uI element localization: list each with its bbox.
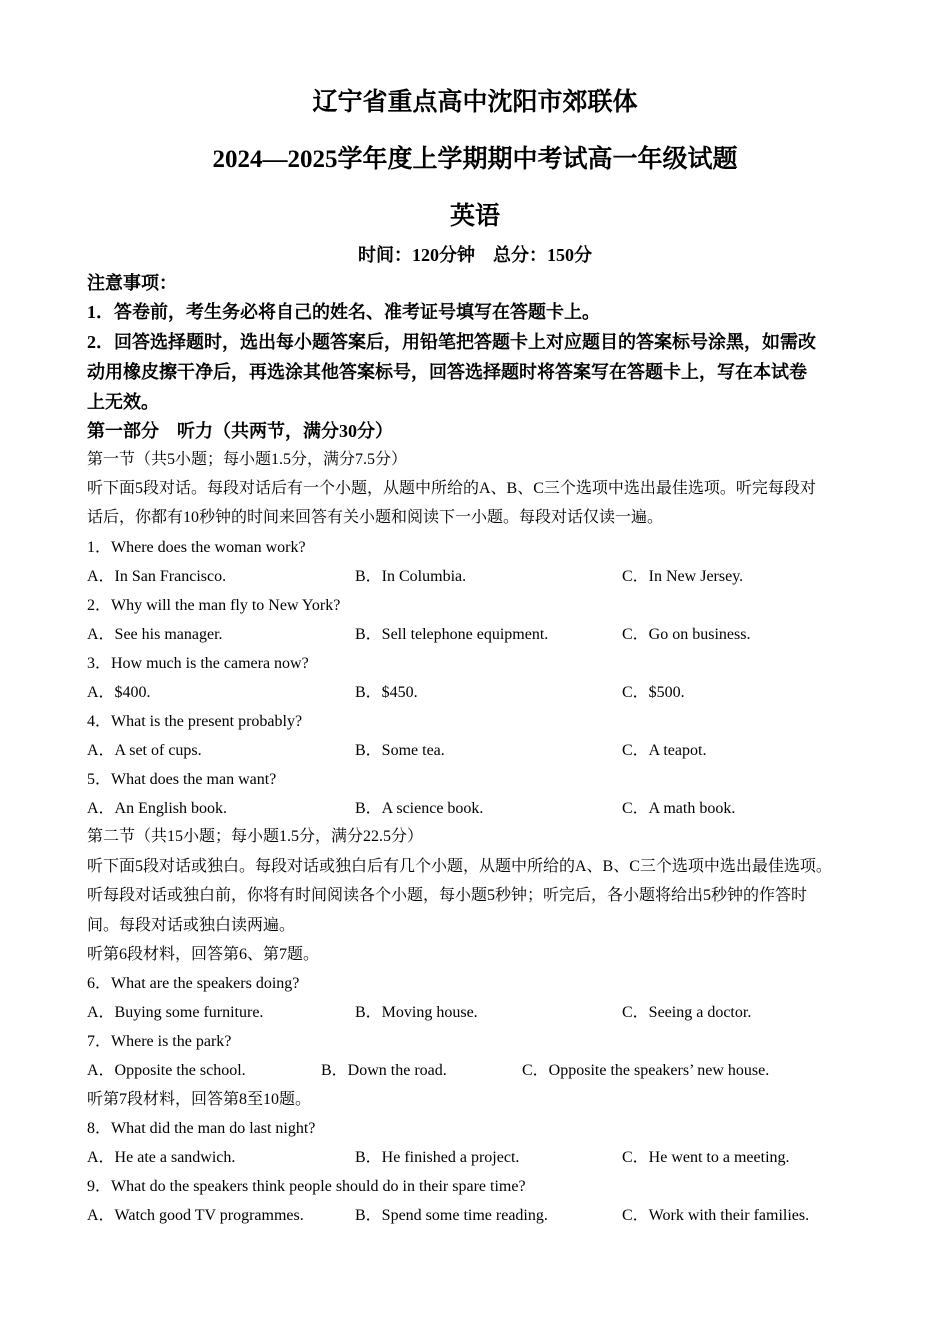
section2-instructions-line-3: 间。每段对话或独白读两遍。 — [87, 917, 296, 934]
section2-instructions-line-1: 听下面5段对话或独白。每段对话或独白后有几个小题，从题中所给的A、B、C三个选项中选出最佳选项。 — [87, 858, 832, 875]
question-1-option-b: B．In Columbia. — [355, 568, 467, 585]
section1-heading: 第一节（共5小题；每小题1.5分，满分7.5分） — [87, 451, 408, 468]
question-3-option-b: B．$450. — [355, 684, 418, 701]
note-2-line-3: 上无效。 — [87, 392, 159, 412]
note-2-line-2: 动用橡皮擦干净后，再选涂其他答案标号，回答选择题时将答案写在答题卡上，写在本试卷 — [87, 362, 807, 382]
question-7-option-c: C．Opposite the speakers’ new house. — [522, 1062, 770, 1079]
question-6: 6．What are the speakers doing? — [87, 975, 300, 992]
section1-instructions-line-1: 听下面5段对话。每段对话后有一个小题，从题中所给的A、B、C三个选项中选出最佳选项。听完每段对 — [87, 480, 816, 497]
question-7: 7．Where is the park? — [87, 1033, 232, 1050]
question-4-option-c: C．A teapot. — [622, 742, 707, 759]
question-5-option-a: A．An English book. — [87, 800, 228, 817]
question-8-option-b: B．He finished a project. — [355, 1149, 520, 1166]
question-9-option-c: C．Work with their families. — [622, 1207, 810, 1224]
question-6-option-c: C．Seeing a doctor. — [622, 1004, 752, 1021]
question-9: 9．What do the speakers think people should do in their spare time? — [87, 1178, 526, 1195]
material-6-instruction: 听第6段材料，回答第6、第7题。 — [87, 946, 320, 963]
question-5-option-b: B．A science book. — [355, 800, 484, 817]
note-2-line-1: 2．回答选择题时，选出每小题答案后，用铅笔把答题卡上对应题目的答案标号涂黑，如需改 — [87, 332, 816, 352]
question-2-option-a: A．See his manager. — [87, 626, 223, 643]
question-6-option-a: A．Buying some furniture. — [87, 1004, 264, 1021]
question-2-option-b: B．Sell telephone equipment. — [355, 626, 549, 643]
note-1: 1．答卷前，考生务必将自己的姓名、准考证号填写在答题卡上。 — [87, 302, 600, 322]
question-8-option-a: A．He ate a sandwich. — [87, 1149, 236, 1166]
material-7-instruction: 听第7段材料，回答第8至10题。 — [87, 1091, 312, 1108]
exam-subject: 英语 — [449, 203, 500, 230]
question-9-option-a: A．Watch good TV programmes. — [87, 1207, 304, 1224]
question-8-option-c: C．He went to a meeting. — [622, 1149, 790, 1166]
question-3-option-a: A．$400. — [87, 684, 151, 701]
exam-title-school: 辽宁省重点高中沈阳市郊联体 — [312, 89, 638, 116]
question-1-option-c: C．In New Jersey. — [622, 568, 744, 585]
question-1-option-a: A．In San Francisco. — [87, 568, 227, 585]
question-8: 8．What did the man do last night? — [87, 1120, 316, 1137]
question-3-option-c: C．$500. — [622, 684, 685, 701]
section2-heading: 第二节（共15小题；每小题1.5分，满分22.5分） — [87, 828, 424, 845]
question-4-option-b: B．Some tea. — [355, 742, 445, 759]
question-6-option-b: B．Moving house. — [355, 1004, 478, 1021]
question-5: 5．What does the man want? — [87, 771, 277, 788]
question-4-option-a: A．A set of cups. — [87, 742, 202, 759]
question-2: 2．Why will the man fly to New York? — [87, 597, 341, 614]
exam-title-term: 2024—2025学年度上学期期中考试高一年级试题 — [212, 146, 738, 173]
question-5-option-c: C．A math book. — [622, 800, 736, 817]
section2-instructions-line-2: 听每段对话或独白前，你将有时间阅读各个小题，每小题5秒钟；听完后，各小题将给出5秒钟的作答时 — [87, 887, 808, 904]
notes-heading: 注意事项： — [87, 273, 177, 293]
question-1: 1．Where does the woman work? — [87, 539, 306, 556]
question-2-option-c: C．Go on business. — [622, 626, 751, 643]
section1-instructions-line-2: 话后，你都有10秒钟的时间来回答有关小题和阅读下一小题。每段对话仅读一遍。 — [87, 509, 664, 526]
question-7-option-b: B．Down the road. — [321, 1062, 447, 1079]
question-3: 3．How much is the camera now? — [87, 655, 309, 672]
question-4: 4．What is the present probably? — [87, 713, 303, 730]
exam-time-score: 时间：120分钟 总分：150分 — [358, 245, 592, 265]
question-7-option-a: A．Opposite the school. — [87, 1062, 246, 1079]
part1-heading: 第一部分 听力（共两节，满分30分） — [87, 421, 393, 441]
question-9-option-b: B．Spend some time reading. — [355, 1207, 548, 1224]
